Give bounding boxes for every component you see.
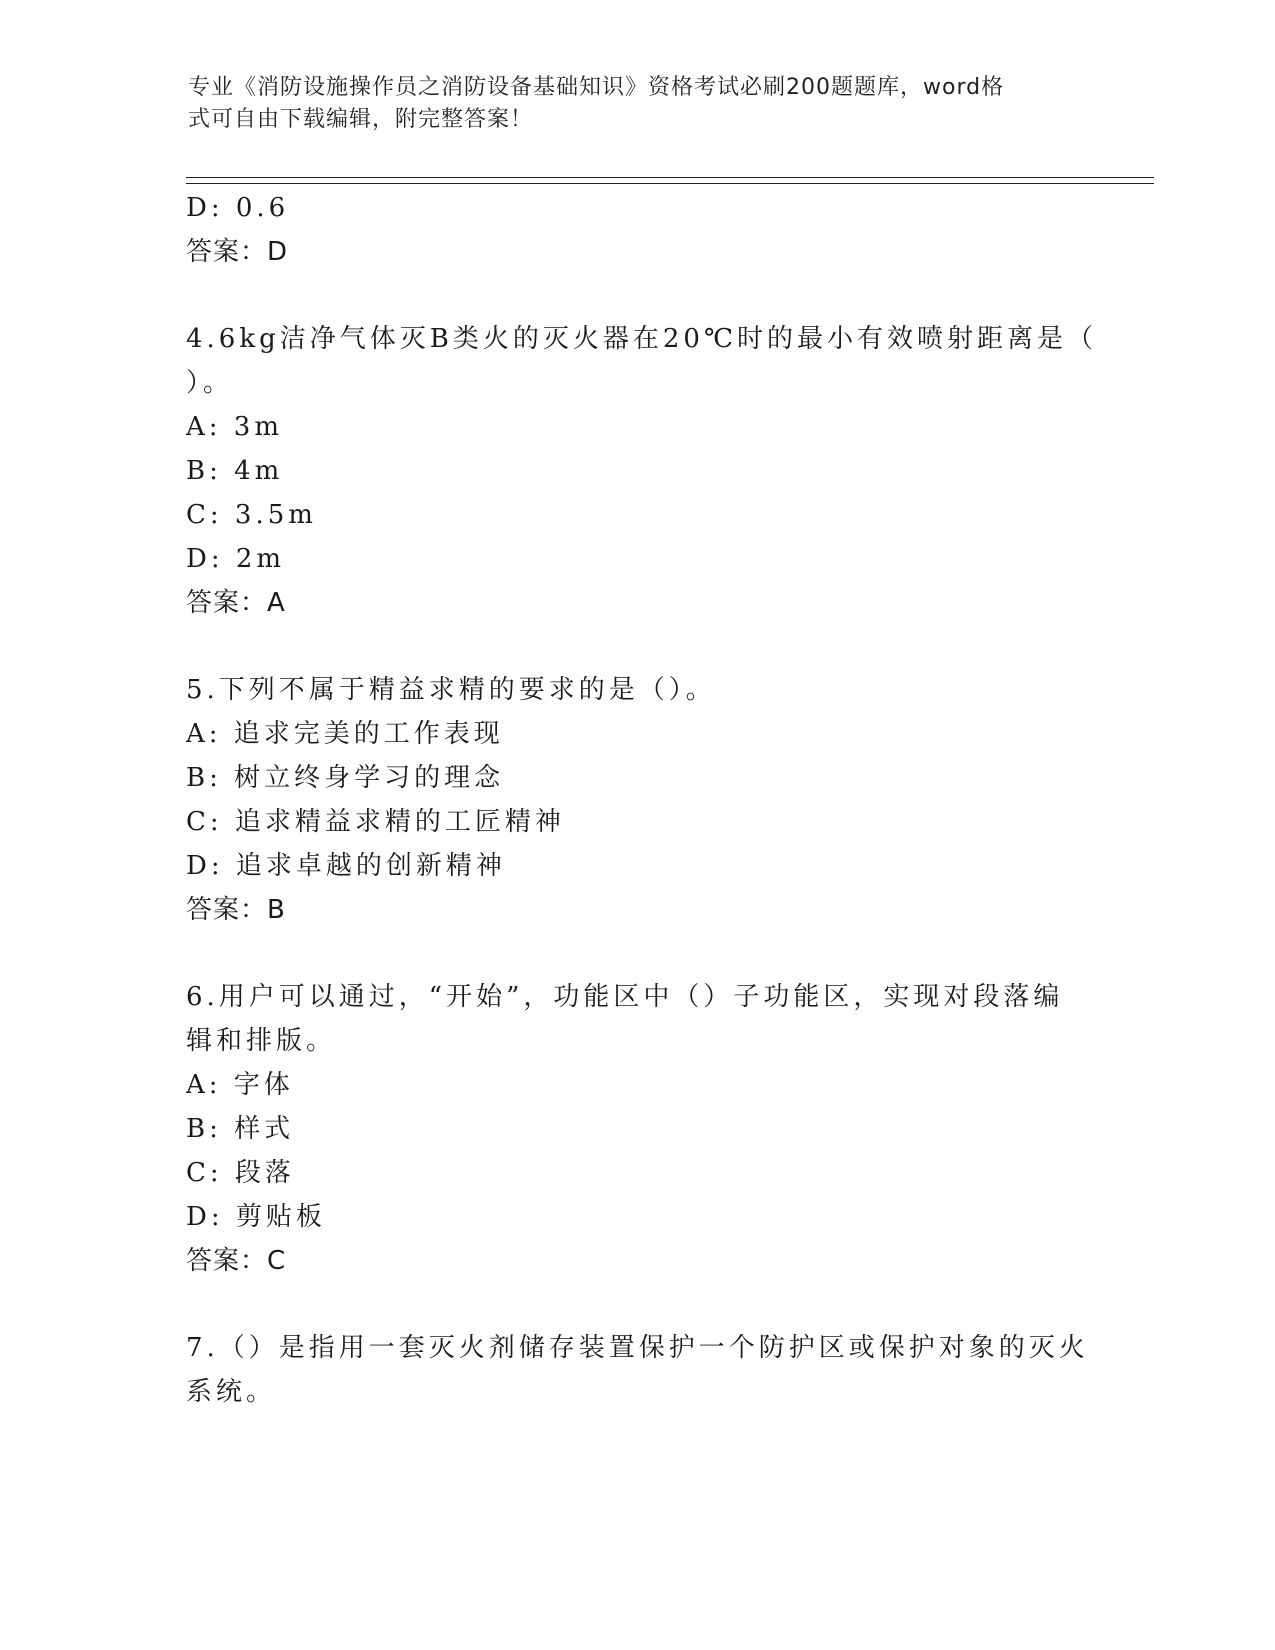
q6-stem-line-1: 6.用户可以通过，“开始”，功能区中（）子功能区，实现对段落编 <box>186 982 1064 1012</box>
q5-answer: 答案：B <box>186 895 286 925</box>
prev-option-d: D: 0.6 <box>186 193 290 223</box>
q4-option-b: B: 4m <box>186 456 284 486</box>
q6-option-b: B: 样式 <box>186 1114 295 1144</box>
q4-option-d: D: 2m <box>186 544 286 574</box>
q6-stem-line-2: 辑和排版。 <box>186 1026 337 1056</box>
q7-stem-line-2: 系统。 <box>186 1377 277 1407</box>
q4-option-c: C: 3.5m <box>186 500 317 530</box>
header-line-1: 专业《消防设施操作员之消防设备基础知识》资格考试必刷200题题库，word格 <box>188 75 1005 100</box>
q5-stem-line-1: 5.下列不属于精益求精的要求的是（）。 <box>186 675 716 705</box>
q6-answer: 答案：C <box>186 1246 287 1276</box>
header-line-2: 式可自由下载编辑，附完整答案！ <box>188 107 534 132</box>
q4-option-a: A: 3m <box>186 412 283 442</box>
document-header <box>188 72 1068 136</box>
q6-option-a: A: 字体 <box>186 1070 294 1100</box>
q7-stem-line-1: 7.（）是指用一套灭火剂储存装置保护一个防护区或保护对象的灭火 <box>186 1333 1089 1363</box>
prev-answer: 答案：D <box>186 237 289 267</box>
q5-option-a: A: 追求完美的工作表现 <box>186 719 504 749</box>
header-divider-top <box>186 177 1154 178</box>
q6-option-c: C: 段落 <box>186 1158 295 1188</box>
q5-option-d: D: 追求卓越的创新精神 <box>186 851 506 881</box>
header-divider-bottom <box>186 183 1154 184</box>
q4-stem-line-1: 4.6kg洁净气体灭B类火的灭火器在20℃时的最小有效喷射距离是（ <box>186 324 1098 354</box>
q5-option-b: B: 树立终身学习的理念 <box>186 763 505 793</box>
q4-answer: 答案：A <box>186 588 286 618</box>
q5-option-c: C: 追求精益求精的工匠精神 <box>186 807 565 837</box>
q6-option-d: D: 剪贴板 <box>186 1202 326 1232</box>
q4-stem-line-2: ）。 <box>186 368 234 398</box>
